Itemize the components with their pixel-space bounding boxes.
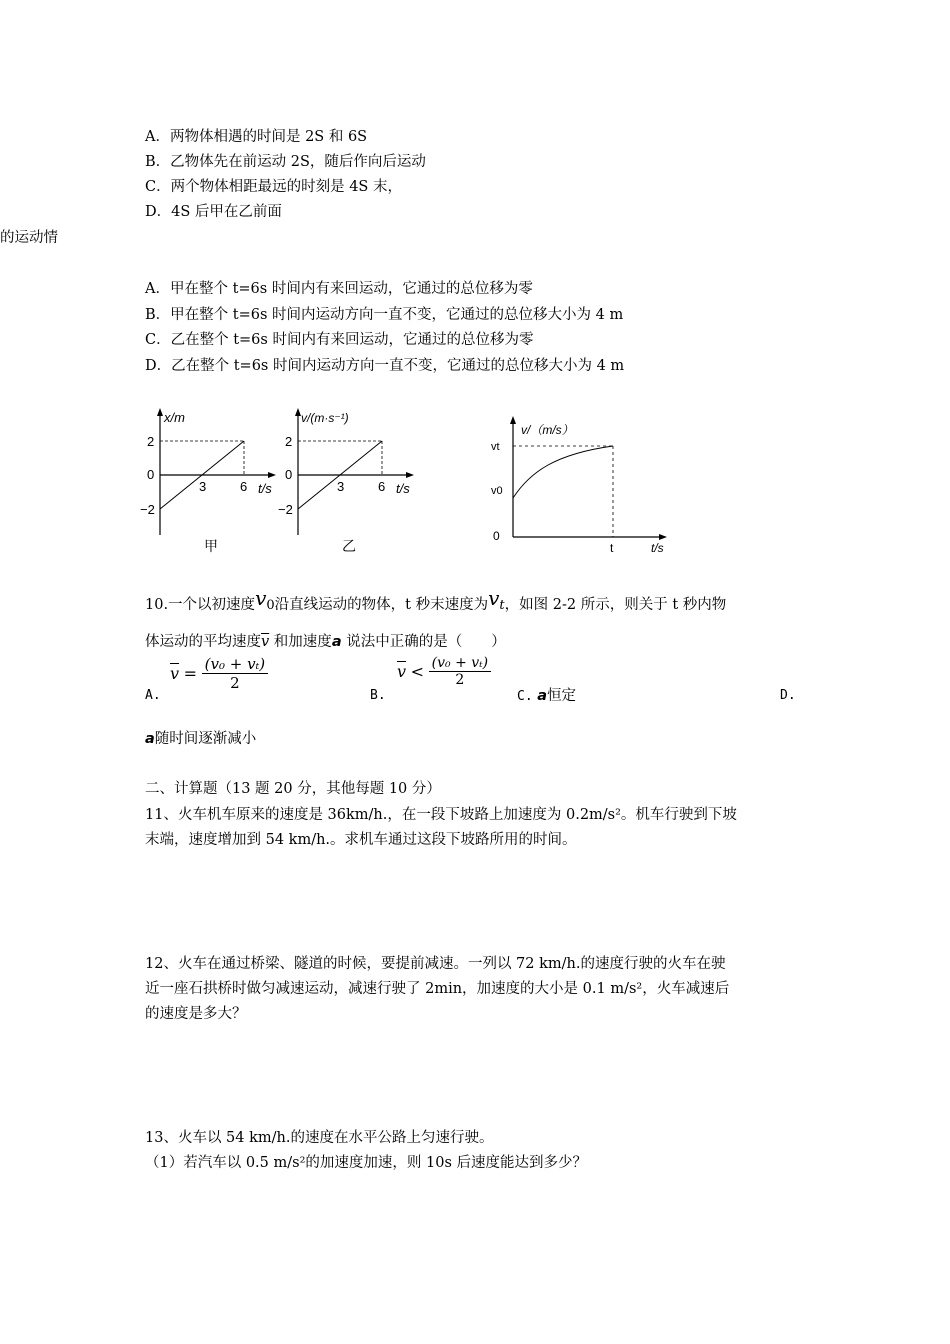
q10-text-b: 沿直线运动的物体，t 秒末速度为 (274, 597, 489, 613)
q10-line2-c: 说法中正确的是（ ） (341, 634, 506, 650)
formula-b-den: 2 (455, 672, 465, 688)
graph-vt (485, 412, 685, 560)
q10-v0-sub: 0 (266, 598, 275, 613)
q10-line2-b: 和加速度 (269, 634, 332, 650)
formula-a-fraction (202, 655, 268, 692)
q10-text-a: 10.一个以初速度 (145, 597, 256, 613)
q10-option-d (145, 729, 256, 749)
section2-title: 二、计算题（13 题 20 分，其他每题 10 分） (145, 781, 441, 797)
q12-line2: 近一座石拱桥时做匀减速运动，减速行驶了 2min，加速度的大小是 0.1 m/s²，火车减速后 (145, 981, 730, 997)
q11-line1: 11、火车机车原来的速度是 36km/h.，在一段下坡路上加速度为 0.2m/s²。机车行驶到下坡 (145, 807, 737, 823)
q10-line2 (145, 632, 506, 652)
q10-option-d-label: D. (780, 688, 796, 703)
q10-formula-b (397, 655, 491, 688)
formula-b-num: (v₀ + vₜ) (429, 655, 491, 672)
q8-option-b: B．乙物体先在前运动 2S，随后作向后运动 (145, 154, 426, 170)
q9-option-b: B．甲在整个 t=6s 时间内运动方向一直不变，它通过的总位移大小为 4 m (145, 307, 624, 323)
q10-vt-symbol: v (488, 586, 500, 610)
q10-option-c-text: 恒定 (547, 688, 577, 704)
jia-tick-3: 3 (199, 479, 207, 494)
q10-option-b-label: B. (370, 688, 386, 703)
q8-option-d: D．4S 后甲在乙前面 (145, 204, 282, 220)
yi-tick-neg2: −2 (278, 502, 293, 517)
q10-option-d-text: 随时间逐渐减小 (154, 731, 257, 747)
q12-line3: 的速度是多大？ (145, 1006, 247, 1022)
q10-option-a-label: A. (145, 688, 161, 703)
q10-formula-a (170, 655, 268, 692)
vt-tick-vt: vt (491, 441, 500, 453)
q10-vbar-symbol: $\overline{v}$ (261, 634, 270, 650)
q10-option-c-a: a (537, 688, 548, 704)
q11-line2: 末端，速度增加到 54 km/h.。求机车通过这段下坡路所用的时间。 (145, 832, 577, 848)
q10-option-c-label: C. (517, 689, 533, 704)
yi-tick-6: 6 (378, 479, 386, 494)
q10-option-d-a: a (145, 731, 155, 747)
formula-a-num: (v₀ + vₜ) (202, 655, 268, 674)
formula-a-vbar: $\overline{v}$ (170, 664, 180, 683)
q10-v0-symbol: v (255, 586, 267, 610)
vt-ylabel: v/（m/s） (521, 423, 574, 437)
vt-tick-v0: v0 (491, 485, 503, 497)
jia-ylabel: x/m (164, 410, 185, 425)
formula-b-fraction (429, 655, 491, 688)
yi-tick-3: 3 (337, 479, 345, 494)
q10-line2-a: 体运动的平均速度 (145, 634, 261, 650)
graph-yi (268, 405, 433, 560)
vt-tick-origin: 0 (493, 529, 500, 543)
yi-xlabel: t/s (396, 481, 410, 496)
q10-line1 (145, 588, 726, 616)
q13-line1: 13、火车以 54 km/h.的速度在水平公路上匀速行驶。 (145, 1130, 494, 1146)
q10-option-c (517, 686, 576, 707)
vt-xlabel: t/s (651, 541, 664, 555)
q9-option-c: C．乙在整个 t=6s 时间内有来回运动，它通过的总位移为零 (145, 332, 534, 348)
formula-b-vbar: $\overline{v}$ (397, 662, 407, 681)
q12-line1: 12、火车在通过桥梁、隧道的时候，要提前减速。一列以 72 km/h.的速度行驶的火车在驶 (145, 956, 726, 972)
jia-tick-6: 6 (240, 479, 248, 494)
q9-option-a: A．甲在整个 t=6s 时间内有来回运动，它通过的总位移为零 (145, 281, 533, 297)
formula-a-den: 2 (230, 674, 240, 692)
jia-caption: 甲 (204, 538, 218, 554)
jia-tick-2: 2 (147, 434, 155, 449)
vt-tick-t: t (610, 541, 614, 555)
jia-tick-0: 0 (147, 467, 155, 482)
q8-option-a: A．两物体相遇的时间是 2S 和 6S (145, 129, 368, 145)
yi-caption: 乙 (342, 538, 356, 554)
graph-jia (130, 405, 293, 560)
yi-ylabel: v/(m·s⁻¹) (301, 411, 349, 425)
jia-tick-neg2: −2 (140, 502, 155, 517)
q10-text-c: ，如图 2-2 所示，则关于 t 秒内物 (504, 597, 727, 613)
q8-option-c: C．两个物体相距最远的时刻是 4S 末， (145, 179, 402, 195)
q9-fragment: 的运动情 (0, 230, 58, 246)
q10-a-symbol: a (331, 634, 342, 650)
q9-option-d: D．乙在整个 t=6s 时间内运动方向一直不变，它通过的总位移大小为 4 m (145, 358, 625, 374)
formula-a-eq: = (183, 664, 198, 683)
yi-tick-0: 0 (285, 467, 293, 482)
yi-tick-2: 2 (285, 434, 293, 449)
q10-vt-sub: t (499, 598, 505, 613)
jia-xlabel: t/s (258, 481, 272, 496)
formula-b-lt: < (410, 662, 425, 681)
q13-line2: （1）若汽车以 0.5 m/s²的加速度加速，则 10s 后速度能达到多少？ (145, 1155, 588, 1171)
